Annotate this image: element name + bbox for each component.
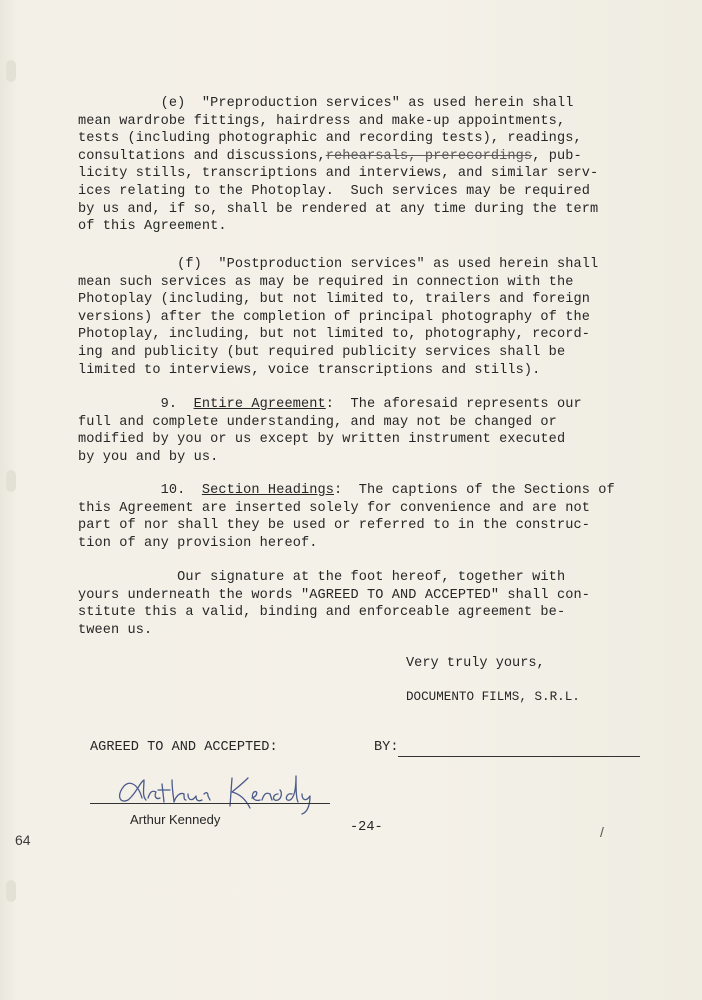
valediction: Very truly yours, — [406, 656, 545, 671]
section-e-line: (e) "Preproduction services" as used herein shall — [78, 96, 574, 111]
punch-hole — [6, 60, 16, 82]
section-f-line: versions) after the completion of principal photography of the — [78, 309, 590, 325]
section-f-line: Photoplay, including, but not limited to, photography, record- — [78, 327, 590, 343]
company-signature-line — [398, 756, 640, 757]
section-9-paragraph — [78, 396, 638, 466]
section-e-line-4-end: , pub- — [532, 148, 582, 164]
by-label: BY: — [374, 740, 399, 755]
section-10-line: tion of any provision hereof. — [78, 535, 318, 551]
closing-paragraph — [78, 569, 638, 639]
section-9-line: full and complete understanding, and may not be changed or — [78, 414, 557, 430]
section-9-heading: Entire Agreement — [193, 397, 326, 412]
section-f-paragraph — [78, 256, 638, 379]
section-10-heading-tail: : The captions of the Sections of — [334, 483, 615, 498]
section-f-line: limited to interviews, voice transcriptions and stills). — [78, 362, 541, 378]
section-10-number: 10. — [78, 483, 202, 498]
punch-hole — [6, 880, 16, 902]
closing-line: yours underneath the words "AGREED TO AND ACCEPTED" shall con- — [78, 587, 590, 603]
section-f-line: (f) "Postproduction services" as used herein shall — [78, 257, 599, 272]
section-10-heading: Section Headings — [201, 483, 334, 498]
section-10-line: part of nor shall they be used or referred to in the construc- — [78, 518, 590, 534]
handwritten-signature — [108, 770, 328, 816]
section-e-line-4-start: consultations and discussions, — [78, 148, 326, 164]
company-name: DOCUMENTO FILMS, S.R.L. — [406, 690, 580, 704]
closing-line: stitute this a valid, binding and enforceable agreement be- — [78, 605, 566, 621]
section-10-first-line — [78, 482, 638, 500]
punch-hole — [6, 470, 16, 492]
closing-line: tween us. — [78, 622, 153, 638]
section-f-line: ing and publicity (but required publicity services shall be — [78, 344, 566, 360]
section-9-line: by you and by us. — [78, 449, 219, 465]
struck-out-text: rehearsals, prerecordings — [325, 148, 533, 164]
section-e-line: tests (including photographic and recording tests), readings, — [78, 131, 582, 147]
signatory-name: Arthur Kennedy — [130, 812, 221, 827]
acceptance-signature-line — [90, 803, 330, 804]
page-number: -24- — [350, 820, 383, 835]
section-9-number: 9. — [78, 397, 194, 412]
section-e-line-4 — [78, 148, 638, 166]
section-9-first-line — [78, 396, 638, 414]
section-e-line: licity stills, transcriptions and interviews, and similar serv- — [78, 166, 599, 182]
section-e-paragraph — [78, 95, 638, 236]
agreed-label: AGREED TO AND ACCEPTED: — [90, 740, 278, 755]
section-e-line: of this Agreement. — [78, 219, 227, 235]
section-e-line: by us and, if so, shall be rendered at any time during the term — [78, 201, 599, 217]
section-9-line: modified by you or us except by written instrument executed — [78, 432, 566, 448]
margin-mark: / — [600, 824, 604, 840]
margin-number: 64 — [15, 832, 31, 848]
section-e-line: ices relating to the Photoplay. Such services may be required — [78, 183, 590, 199]
section-10-line: this Agreement are inserted solely for convenience and are not — [78, 500, 590, 516]
section-f-line: Photoplay (including, but not limited to, trailers and foreign — [78, 292, 590, 308]
section-e-line: mean wardrobe fittings, hairdress and make-up appointments, — [78, 113, 566, 129]
section-9-heading-tail: : The aforesaid represents our — [325, 397, 582, 412]
section-10-paragraph — [78, 482, 638, 552]
closing-line: Our signature at the foot hereof, together with — [78, 570, 566, 585]
section-f-line: mean such services as may be required in connection with the — [78, 274, 574, 290]
